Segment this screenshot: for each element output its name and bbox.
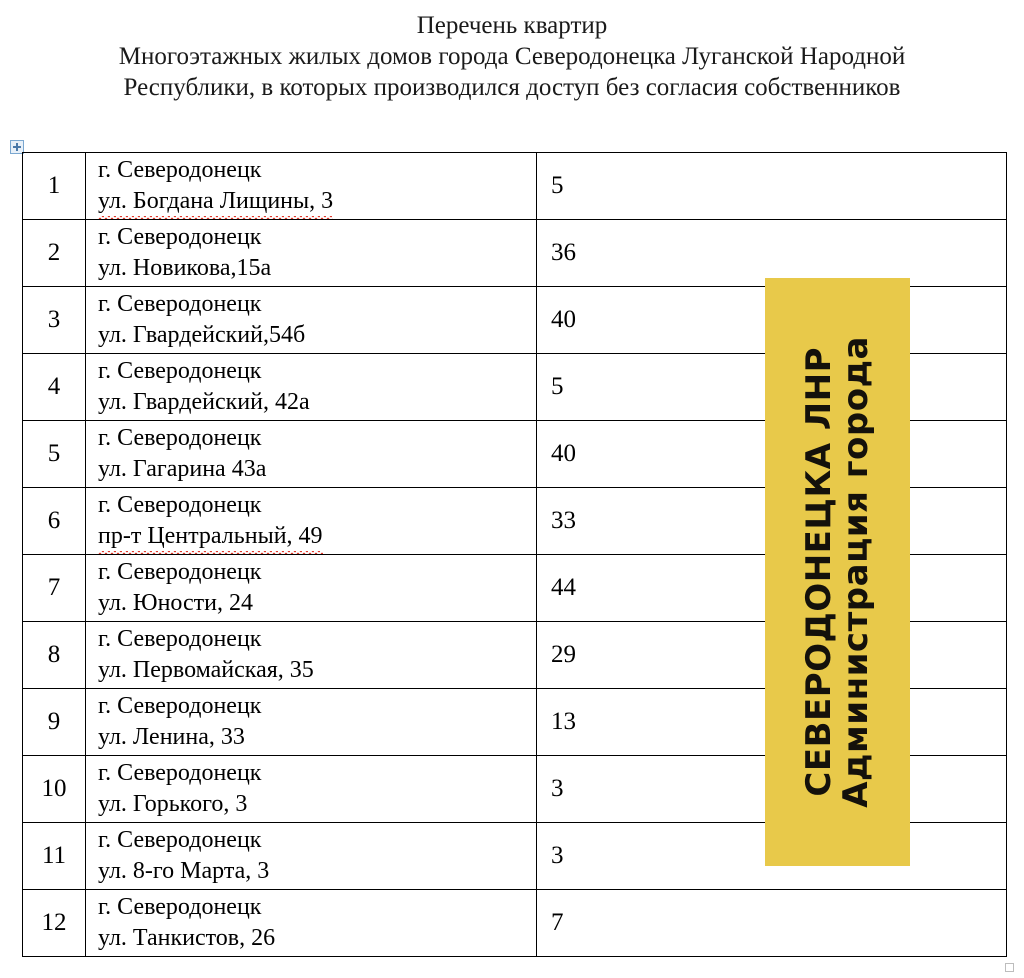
row-address [86, 622, 537, 689]
row-street: ул. Гвардейский,54б [98, 322, 306, 348]
row-street: ул. Танкистов, 26 [98, 925, 276, 951]
page-subtitle-line-2: Республики, в которых производился доступ без согласия собственников [123, 74, 901, 101]
row-street: ул. Горького, 3 [98, 791, 248, 817]
row-count: 33 [537, 488, 1007, 555]
row-count: 3 [537, 823, 1007, 890]
table-row [23, 220, 1007, 287]
row-city: г. Северодонецк [98, 425, 262, 451]
row-number: 12 [23, 890, 86, 957]
watermark-line-2: СЕВЕРОДОНЕЦКА ЛНР [798, 347, 839, 797]
watermark-line-1: Администрация города [835, 336, 876, 808]
row-city: г. Северодонецк [98, 224, 262, 250]
row-address [86, 220, 537, 287]
row-address [86, 890, 537, 957]
row-number: 11 [23, 823, 86, 890]
row-city: г. Северодонецк [98, 291, 262, 317]
row-address [86, 488, 537, 555]
row-street: ул. Гвардейский, 42а [98, 389, 310, 415]
row-address [86, 354, 537, 421]
row-street: ул. Гагарина 43а [98, 456, 267, 482]
row-street: ул. Богдана Лищины, 3 [98, 186, 536, 217]
row-street: ул. Ленина, 33 [98, 724, 245, 750]
row-street: ул. Первомайская, 35 [98, 657, 314, 683]
row-count: 29 [537, 622, 1007, 689]
row-city: г. Северодонецк [98, 157, 262, 183]
row-number: 10 [23, 756, 86, 823]
row-address [86, 756, 537, 823]
row-street: ул. 8-го Марта, 3 [98, 858, 270, 884]
row-address [86, 421, 537, 488]
row-city: г. Северодонецк [98, 693, 262, 719]
row-count: 5 [537, 153, 1007, 220]
row-address [86, 153, 537, 220]
row-city: г. Северодонецк [98, 492, 262, 518]
row-city: г. Северодонецк [98, 358, 262, 384]
row-count: 44 [537, 555, 1007, 622]
row-number: 3 [23, 287, 86, 354]
row-number: 1 [23, 153, 86, 220]
row-address [86, 823, 537, 890]
row-number: 4 [23, 354, 86, 421]
row-address [86, 689, 537, 756]
row-city: г. Северодонецк [98, 894, 262, 920]
page-subtitle-line-1: Многоэтажных жилых домов города Северодонецка Луганской Народной [118, 43, 906, 70]
row-count: 3 [537, 756, 1007, 823]
row-city: г. Северодонецк [98, 827, 262, 853]
row-street: пр-т Центральный, 49 [98, 521, 536, 552]
row-number: 6 [23, 488, 86, 555]
row-street: ул. Новикова,15а [98, 255, 272, 281]
watermark-stamp [765, 278, 910, 866]
row-number: 7 [23, 555, 86, 622]
row-city: г. Северодонецк [98, 626, 262, 652]
row-address [86, 555, 537, 622]
row-number: 8 [23, 622, 86, 689]
row-street: ул. Юности, 24 [98, 590, 254, 616]
row-count: 5 [537, 354, 1007, 421]
table-row [23, 890, 1007, 957]
row-number: 9 [23, 689, 86, 756]
row-address [86, 287, 537, 354]
row-count: 13 [537, 689, 1007, 756]
row-city: г. Северодонецк [98, 760, 262, 786]
page-title: Перечень квартир [416, 12, 608, 39]
row-number: 2 [23, 220, 86, 287]
page-corner-marker-icon [1005, 963, 1014, 972]
row-count: 7 [537, 890, 1007, 957]
document-title-block [0, 0, 1024, 103]
row-number: 5 [23, 421, 86, 488]
row-count: 36 [537, 220, 1007, 287]
row-city: г. Северодонецк [98, 559, 262, 585]
table-row [23, 153, 1007, 220]
row-count: 40 [537, 421, 1007, 488]
row-count: 40 [537, 287, 1007, 354]
